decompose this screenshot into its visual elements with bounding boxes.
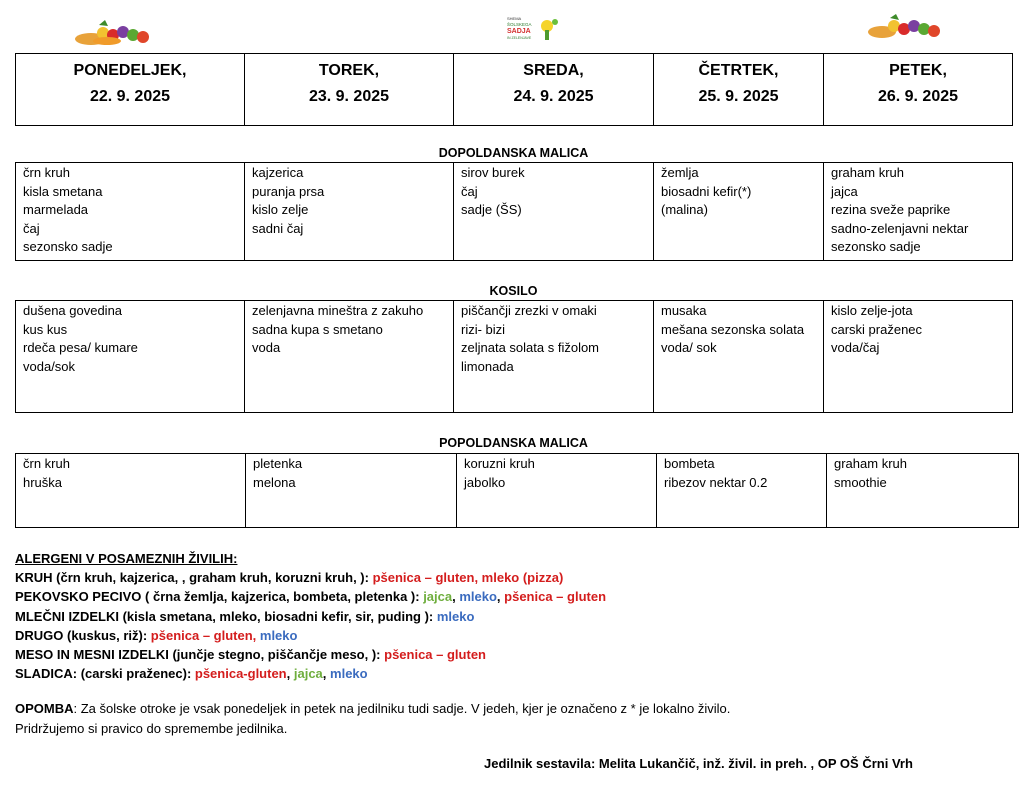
table-row	[16, 301, 1013, 413]
meal-item: biosadni kefir(*)	[661, 183, 752, 199]
meal-cell	[245, 163, 454, 261]
allergen-line	[15, 645, 606, 664]
meal-item: sezonsko sadje	[23, 239, 113, 254]
note-block	[15, 699, 730, 738]
meal-item: kus kus	[23, 321, 68, 337]
allergen-line	[15, 626, 606, 645]
day-header-friday: PETEK, 26. 9. 2025	[824, 54, 1013, 126]
meal-item: sadno-zelenjavni nektar	[831, 220, 969, 236]
allergen-text: mleko	[330, 666, 368, 682]
menu-author-footer: Jedilnik sestavila: Melita Lukančič, inž. živil. in preh. , OP OŠ Črni Vrh	[484, 756, 913, 771]
meal-cell	[654, 301, 824, 413]
meal-item: jabolko	[464, 474, 506, 490]
meal-cell	[16, 301, 245, 413]
section-title-morning: DOPOLDANSKA MALICA	[438, 146, 589, 160]
meal-item: črn kruh	[23, 456, 70, 471]
meal-item: smoothie	[834, 474, 887, 490]
meal-cell	[457, 454, 657, 528]
meal-item: hruška	[23, 474, 63, 490]
allergen-text: mleko	[459, 589, 497, 605]
fruit-basket-logo-right	[866, 14, 944, 44]
meal-item: (malina)	[661, 202, 708, 217]
allergen-line	[15, 568, 606, 587]
school-fruit-scheme-logo	[503, 14, 561, 44]
meal-item: voda/ sok	[661, 340, 717, 355]
allergen-text: PEKOVSKO PECIVO ( črna žemlja, kajzerica, bombeta, pletenka ):	[15, 589, 424, 605]
logo-text-2: ŠOLSKEGA	[507, 22, 532, 27]
meal-table-afternoon	[15, 453, 1019, 528]
allergen-line	[15, 587, 606, 606]
meal-item: čaj	[23, 220, 40, 236]
allergen-text: pšenica-gluten	[194, 666, 287, 682]
meal-cell	[246, 454, 457, 528]
meal-item: jajca	[831, 183, 858, 199]
meal-item: kajzerica	[252, 165, 304, 180]
meal-item: kisla smetana	[23, 183, 103, 199]
note-line-2: Pridržujemo si pravico do spremembe jedilnika.	[15, 720, 288, 736]
meal-item: sirov burek	[461, 165, 525, 180]
allergen-text: MESO IN MESNI IZDELKI (junčje stegno, piščančje meso, ):	[15, 647, 385, 663]
allergen-text: KRUH (črn kruh, kajzerica, , graham kruh, koruzni kruh, ):	[15, 570, 373, 586]
meal-item: kislo zelje-jota	[831, 303, 913, 318]
meal-item: mešana sezonska solata	[661, 321, 805, 337]
logo-text-3: SADJA	[507, 28, 531, 35]
meal-item: sadni čaj	[252, 220, 304, 236]
meal-item: limonada	[461, 358, 514, 374]
meal-item: rizi- bizi	[461, 321, 506, 337]
logo-text-1: SHEMA	[507, 16, 522, 21]
meal-item: marmelada	[23, 202, 89, 217]
allergen-text: ,	[322, 666, 331, 682]
meal-item: kislo zelje	[252, 202, 309, 217]
allergen-text: pšenica – gluten,	[150, 627, 260, 643]
allergen-text: ,	[496, 589, 505, 605]
meal-item: zelenjavna mineštra z zakuho	[252, 303, 424, 318]
day-header-monday: PONEDELJEK, 22. 9. 2025	[16, 54, 245, 126]
allergen-text: jajca	[293, 666, 323, 682]
meal-item: musaka	[661, 303, 707, 318]
fruit-basket-logo-left	[73, 19, 153, 49]
meal-cell	[16, 163, 245, 261]
meal-item: sadna kupa s smetano	[252, 321, 383, 337]
allergen-text: MLEČNI IZDELKI (kisla smetana, mleko, biosadni kefir, sir, puding ):	[15, 608, 437, 624]
meal-item: carski praženec	[831, 321, 923, 337]
meal-item: sezonsko sadje	[831, 239, 921, 254]
meal-cell	[245, 301, 454, 413]
section-title-afternoon: POPOLDANSKA MALICA	[439, 436, 588, 450]
meal-item: graham kruh	[831, 165, 904, 180]
allergens-list	[15, 568, 606, 683]
meal-item: bombeta	[664, 456, 715, 471]
allergen-text: DRUGO (kuskus, riž):	[15, 627, 151, 643]
table-row	[16, 163, 1013, 261]
meal-item: graham kruh	[834, 456, 907, 471]
meal-cell	[16, 454, 246, 528]
meal-cell	[454, 163, 654, 261]
allergen-text: pšenica – gluten	[504, 589, 607, 605]
meal-cell	[824, 301, 1013, 413]
meal-cell	[454, 301, 654, 413]
days-header-table	[15, 53, 1013, 126]
meal-item: žemlja	[661, 165, 699, 180]
meal-item: dušena govedina	[23, 303, 123, 318]
section-title-lunch: KOSILO	[489, 284, 538, 298]
meal-item: voda	[252, 340, 281, 355]
day-header-thursday: ČETRTEK, 25. 9. 2025	[654, 54, 824, 126]
allergen-text: mleko	[259, 627, 298, 643]
meal-item: melona	[253, 474, 296, 490]
meal-table-morning	[15, 162, 1013, 261]
meal-cell	[654, 163, 824, 261]
meal-item: rezina sveže paprike	[831, 202, 951, 217]
day-header-wednesday: SREDA, 24. 9. 2025	[454, 54, 654, 126]
meal-item: zeljnata solata s fižolom	[461, 340, 600, 355]
meal-item: rdeča pesa/ kumare	[23, 340, 138, 355]
allergen-text: SLADICA: (carski praženec):	[15, 666, 195, 682]
note-line-1: : Za šolske otroke je vsak ponedeljek in petek na jedilniku tudi sadje. V jedeh, kjer je označeno z * je lokalno živilo.	[73, 701, 731, 716]
meal-item: piščančji zrezki v omaki	[461, 303, 597, 318]
note-label: OPOMBA	[15, 701, 74, 716]
meal-item: čaj	[461, 183, 478, 199]
meal-cell	[824, 163, 1013, 261]
meal-table-lunch	[15, 300, 1013, 413]
allergen-text: jajca	[423, 589, 453, 605]
meal-cell	[827, 454, 1019, 528]
meal-item: voda/sok	[23, 358, 76, 374]
allergens-heading: ALERGENI V POSAMEZNIH ŽIVILIH:	[15, 551, 238, 566]
day-header-tuesday: TOREK, 23. 9. 2025	[245, 54, 454, 126]
meal-item: črn kruh	[23, 165, 70, 180]
meal-item: voda/čaj	[831, 340, 880, 355]
allergen-text: mleko	[436, 608, 475, 624]
meal-item: pletenka	[253, 456, 303, 471]
allergen-text: pšenica – gluten	[384, 647, 486, 663]
logo-text-4: IN ZELENJAVE	[507, 36, 532, 40]
meal-cell	[657, 454, 827, 528]
allergen-text: ,	[452, 589, 460, 605]
meal-item: koruzni kruh	[464, 456, 535, 471]
table-row	[16, 454, 1019, 528]
meal-item: ribezov nektar 0.2	[664, 474, 768, 490]
allergen-text: ,	[286, 666, 294, 682]
allergen-line	[15, 607, 606, 626]
allergen-text: pšenica – gluten, mleko (pizza)	[372, 570, 564, 586]
meal-item: puranja prsa	[252, 183, 325, 199]
meal-item: sadje (ŠS)	[461, 202, 522, 217]
allergen-line	[15, 664, 606, 683]
allergens-block	[15, 549, 606, 683]
